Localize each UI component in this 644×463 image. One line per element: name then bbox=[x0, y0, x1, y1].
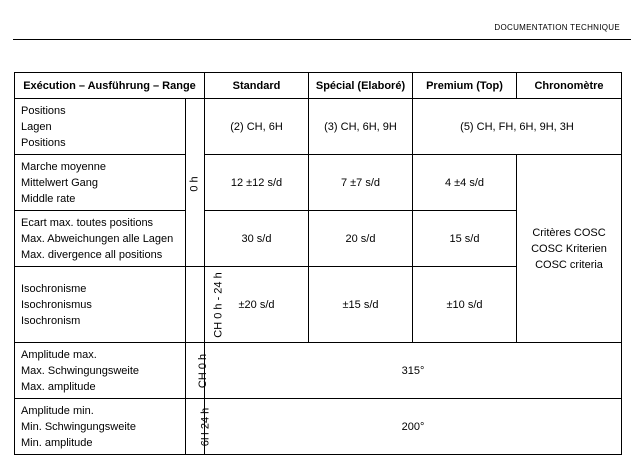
cell-max-divergence-premium: 15 s/d bbox=[413, 211, 517, 267]
column-header-range: Exécution – Ausführung – Range bbox=[15, 73, 205, 99]
label-de: Min. Schwingungsweite bbox=[21, 420, 136, 433]
cell-max-amplitude-value: 315° bbox=[205, 343, 622, 399]
table-row-min-amplitude bbox=[15, 399, 622, 455]
cell-chronometre-cosc bbox=[517, 155, 622, 343]
label-fr: Positions bbox=[21, 104, 66, 117]
label-de: Mittelwert Gang bbox=[21, 176, 99, 189]
cell-max-divergence-standard: 30 s/d bbox=[205, 211, 309, 267]
cell-min-amplitude-value: 200° bbox=[205, 399, 622, 455]
cell-max-divergence-special: 20 s/d bbox=[309, 211, 413, 267]
cell-isochronism-special: ±15 s/d bbox=[309, 267, 413, 343]
row-label-max-amplitude bbox=[15, 343, 186, 399]
condition-0h bbox=[186, 155, 205, 267]
label-en: Max. amplitude bbox=[21, 380, 96, 393]
cell-middle-rate-standard: 12 ±12 s/d bbox=[205, 155, 309, 211]
label-de: Lagen bbox=[21, 120, 52, 133]
document-header bbox=[494, 23, 620, 32]
cosc-fr: Critères COSC bbox=[532, 226, 606, 239]
label-en: Positions bbox=[21, 136, 66, 149]
row-label-max-divergence bbox=[15, 211, 186, 267]
column-header-special: Spécial (Elaboré) bbox=[309, 73, 413, 99]
label-en: Min. amplitude bbox=[21, 436, 93, 449]
row-label-positions bbox=[15, 99, 186, 155]
label-en: Max. divergence all positions bbox=[21, 248, 163, 261]
cell-positions-special: (3) CH, 6H, 9H bbox=[309, 99, 413, 155]
label-en: Isochronism bbox=[21, 314, 81, 327]
label-fr: Amplitude min. bbox=[21, 404, 94, 417]
cell-positions-standard: (2) CH, 6H bbox=[205, 99, 309, 155]
header-divider bbox=[13, 39, 631, 40]
cell-middle-rate-premium: 4 ±4 s/d bbox=[413, 155, 517, 211]
label-fr: Marche moyenne bbox=[21, 160, 106, 173]
label-fr: Ecart max. toutes positions bbox=[21, 216, 154, 229]
cosc-en: COSC criteria bbox=[535, 258, 603, 271]
cell-middle-rate-special: 7 ±7 s/d bbox=[309, 155, 413, 211]
document-header-title: DOCUMENTATION TECHNIQUE bbox=[494, 23, 620, 32]
row-label-min-amplitude bbox=[15, 399, 186, 455]
label-en: Middle rate bbox=[21, 192, 76, 205]
label-fr: Isochronisme bbox=[21, 282, 87, 295]
row-label-isochronism bbox=[15, 267, 186, 343]
condition-6h-24h bbox=[186, 399, 212, 455]
specification-table bbox=[14, 72, 622, 455]
cell-positions-premium-chrono: (5) CH, FH, 6H, 9H, 3H bbox=[413, 99, 622, 155]
label-fr: Amplitude max. bbox=[21, 348, 97, 361]
condition-cell-empty bbox=[186, 99, 205, 155]
column-header-premium: Premium (Top) bbox=[413, 73, 517, 99]
cell-isochronism-standard: ±20 s/d bbox=[205, 267, 309, 343]
table-header-row bbox=[15, 73, 622, 99]
column-header-chronometre: Chronomètre bbox=[517, 73, 622, 99]
label-de: Max. Abweichungen alle Lagen bbox=[21, 232, 174, 245]
condition-ch-0h bbox=[186, 343, 210, 399]
cosc-de: COSC Kriterien bbox=[531, 242, 607, 255]
label-de: Isochronismus bbox=[21, 298, 92, 311]
cell-isochronism-premium: ±10 s/d bbox=[413, 267, 517, 343]
condition-label: 6H 24 h bbox=[199, 407, 212, 446]
row-label-middle-rate bbox=[15, 155, 186, 211]
table-row-middle-rate bbox=[15, 155, 622, 211]
condition-ch-0h-24h bbox=[186, 267, 225, 343]
table-row-max-amplitude bbox=[15, 343, 622, 399]
condition-label: 0 h bbox=[188, 176, 201, 192]
label-de: Max. Schwingungsweite bbox=[21, 364, 140, 377]
condition-label: CH 0 h - 24 h bbox=[212, 271, 225, 338]
table-row-positions bbox=[15, 99, 622, 155]
column-header-standard: Standard bbox=[205, 73, 309, 99]
condition-label: CH 0 h bbox=[197, 353, 210, 388]
